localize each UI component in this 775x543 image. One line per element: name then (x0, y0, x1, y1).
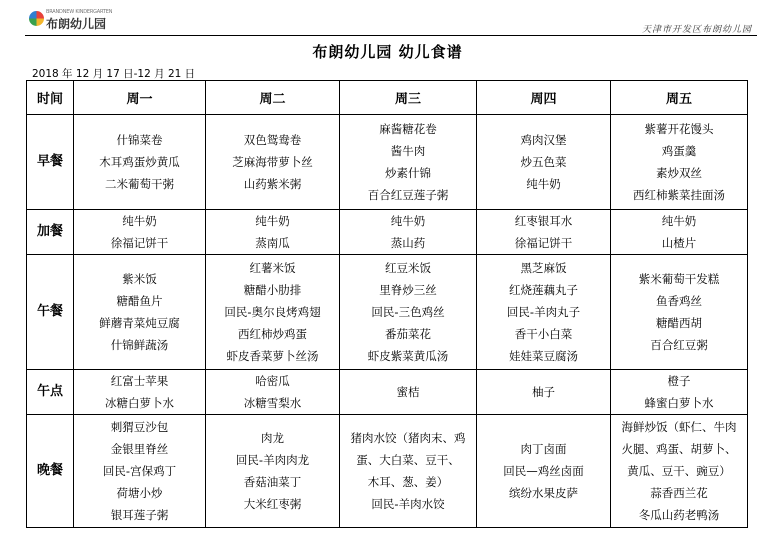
dish-item: 纯牛奶 (661, 214, 697, 228)
col-header-time: 时间 (27, 81, 74, 115)
dish-item: 酱牛肉 (390, 144, 426, 158)
dish-item: 鱼香鸡丝 (656, 294, 702, 308)
menu-cell-thursday (477, 415, 611, 528)
dish-item: 糖醋西胡 (656, 316, 702, 330)
dish-item: 紫米饭 (122, 272, 157, 286)
menu-cell-friday (611, 115, 748, 210)
dish-item: 山楂片 (661, 236, 697, 250)
dish-item: 蛋、大白菜、豆干、 (356, 453, 460, 467)
dish-item: 纯牛奶 (390, 214, 426, 228)
dish-item: 银耳莲子粥 (110, 508, 169, 522)
menu-table (26, 80, 748, 528)
menu-header-row (27, 81, 748, 115)
menu-cell-thursday (477, 210, 611, 255)
menu-cell-tuesday (206, 255, 340, 370)
menu-cell-wednesday (340, 415, 477, 528)
col-header-friday: 周五 (611, 81, 748, 115)
dish-item: 纯牛奶 (526, 177, 561, 191)
dish-item: 徐福记饼干 (110, 236, 169, 250)
col-header-wednesday: 周三 (340, 81, 477, 115)
dish-item: 二米葡萄干粥 (105, 177, 174, 191)
menu-cell-tuesday (206, 415, 340, 528)
dish-item: 虾皮紫菜黄瓜汤 (367, 349, 449, 363)
menu-cell-monday (74, 115, 206, 210)
menu-cell-tuesday (206, 115, 340, 210)
menu-cell-monday (74, 210, 206, 255)
dish-item: 糖醋鱼片 (116, 294, 163, 308)
menu-row (27, 255, 748, 370)
kindergarten-logo (29, 9, 113, 31)
dish-item: 刺猬豆沙包 (110, 420, 169, 434)
dish-item: 回民-三色鸡丝 (371, 305, 445, 319)
dish-item: 百合红豆粥 (650, 338, 708, 352)
dish-item: 回民-羊肉丸子 (506, 305, 581, 319)
dish-item: 蜜桔 (396, 385, 420, 399)
dish-item: 百合红豆莲子粥 (367, 188, 449, 202)
dish-item: 蒸南瓜 (255, 236, 290, 250)
dish-item: 橙子 (667, 374, 691, 388)
menu-cell-wednesday (340, 370, 477, 415)
dish-item: 海鲜炒饭（虾仁、牛肉 (621, 420, 737, 434)
menu-row (27, 210, 748, 255)
dish-item: 西红柿紫菜挂面汤 (633, 188, 725, 202)
meal-label: 午点 (27, 370, 74, 415)
dish-item: 回民-宫保鸡丁 (102, 464, 177, 478)
dish-item: 山药紫米粥 (243, 177, 302, 191)
menu-row (27, 115, 748, 210)
page-title: 布朗幼儿园 幼儿食谱 (312, 43, 463, 61)
menu-cell-friday (611, 415, 748, 528)
dish-item: 纯牛奶 (122, 214, 157, 228)
dish-item: 红豆米饭 (385, 261, 431, 275)
dish-item: 香干小白菜 (514, 327, 573, 341)
dish-item: 冬瓜山药老鸭汤 (638, 508, 720, 522)
menu-cell-wednesday (340, 255, 477, 370)
dish-item: 蜂蜜白萝卜水 (644, 396, 714, 410)
dish-item: 紫米葡萄干发糕 (638, 272, 720, 286)
dish-item: 黑芝麻饭 (520, 261, 567, 275)
menu-cell-thursday (477, 255, 611, 370)
col-header-monday: 周一 (74, 81, 206, 115)
dish-item: 什锦鲜蔬汤 (110, 338, 169, 352)
dish-item: 火腿、鸡蛋、胡萝卜、 (621, 442, 737, 456)
dish-item: 红枣银耳水 (514, 214, 573, 228)
dish-item: 炒五色菜 (520, 155, 567, 169)
dish-item: 蒸山药 (390, 236, 426, 250)
dish-item: 哈密瓜 (255, 374, 290, 388)
dish-item: 回民—鸡丝卤面 (503, 464, 584, 478)
dish-item: 冰糖白萝卜水 (105, 396, 174, 410)
dish-item: 木耳鸡蛋炒黄瓜 (99, 155, 180, 169)
logo-tagline: BRANDNEW KINDERGARTEN (46, 9, 113, 15)
menu-cell-friday (611, 255, 748, 370)
dish-item: 蒜香西兰花 (650, 486, 708, 500)
meal-label: 晚餐 (27, 415, 74, 528)
menu-body (27, 115, 748, 528)
dish-item: 回民-羊肉肉龙 (235, 453, 310, 467)
dish-item: 缤纷水果皮萨 (509, 486, 578, 500)
menu-cell-tuesday (206, 370, 340, 415)
dish-item: 黄瓜、豆干、豌豆） (627, 464, 731, 478)
date-range: 2018 年 12 月 17 日-12 月 21 日 (32, 68, 196, 80)
dish-item: 炒素什锦 (385, 166, 431, 180)
dish-item: 娃娃菜豆腐汤 (509, 349, 578, 363)
meal-label: 加餐 (27, 210, 74, 255)
dish-item: 西红柿炒鸡蛋 (238, 327, 307, 341)
dish-item: 双色鸳鸯卷 (243, 133, 302, 147)
menu-cell-wednesday (340, 115, 477, 210)
menu-row (27, 370, 748, 415)
dish-item: 香菇油菜丁 (243, 475, 302, 489)
dish-item: 肉丁卤面 (520, 442, 567, 456)
dish-item: 芝麻海带萝卜丝 (232, 155, 313, 169)
dish-item: 什锦菜卷 (116, 133, 163, 147)
meal-label: 早餐 (27, 115, 74, 210)
menu-row (27, 415, 748, 528)
dish-item: 回民-羊肉水饺 (371, 497, 445, 511)
dish-item: 里脊炒三丝 (379, 283, 437, 297)
dish-item: 素炒双丝 (656, 166, 702, 180)
dish-item: 肉龙 (261, 431, 284, 445)
dish-item: 糖醋小肋排 (243, 283, 302, 297)
header-divider (25, 35, 757, 36)
dish-item: 徐福记饼干 (514, 236, 573, 250)
dish-item: 虾皮香菜萝卜丝汤 (226, 349, 319, 363)
dish-item: 金银里脊丝 (110, 442, 169, 456)
menu-cell-monday (74, 255, 206, 370)
menu-cell-thursday (477, 370, 611, 415)
header-school-name: 天津市开发区布朗幼儿园 (641, 25, 752, 35)
dish-item: 大米红枣粥 (243, 497, 302, 511)
dish-item: 麻酱糖花卷 (379, 122, 437, 136)
menu-cell-monday (74, 370, 206, 415)
col-header-thursday: 周四 (477, 81, 611, 115)
dish-item: 红薯米饭 (249, 261, 296, 275)
col-header-tuesday: 周二 (206, 81, 340, 115)
dish-item: 紫薯开花馒头 (644, 122, 714, 136)
dish-item: 红烧莲藕丸子 (509, 283, 578, 297)
menu-cell-thursday (477, 115, 611, 210)
logo-name: 布朗幼儿园 (46, 17, 107, 31)
menu-cell-friday (611, 210, 748, 255)
dish-item: 纯牛奶 (255, 214, 290, 228)
menu-cell-tuesday (206, 210, 340, 255)
menu-cell-friday (611, 370, 748, 415)
dish-item: 鲜蘑青菜炖豆腐 (99, 316, 180, 330)
dish-item: 木耳、葱、姜） (367, 475, 449, 489)
dish-item: 鸡肉汉堡 (520, 133, 567, 147)
dish-item: 鸡蛋羹 (661, 144, 697, 158)
dish-item: 柚子 (532, 385, 555, 399)
logo-mark-icon (29, 11, 44, 26)
dish-item: 荷塘小炒 (116, 486, 163, 500)
menu-cell-wednesday (340, 210, 477, 255)
dish-item: 番茄菜花 (385, 327, 431, 341)
dish-item: 猪肉水饺（猪肉末、鸡 (350, 431, 466, 445)
meal-label: 午餐 (27, 255, 74, 370)
dish-item: 回民-奥尔良烤鸡翅 (224, 305, 321, 319)
dish-item: 冰糖雪梨水 (243, 396, 302, 410)
menu-cell-monday (74, 415, 206, 528)
dish-item: 红富士苹果 (110, 374, 169, 388)
